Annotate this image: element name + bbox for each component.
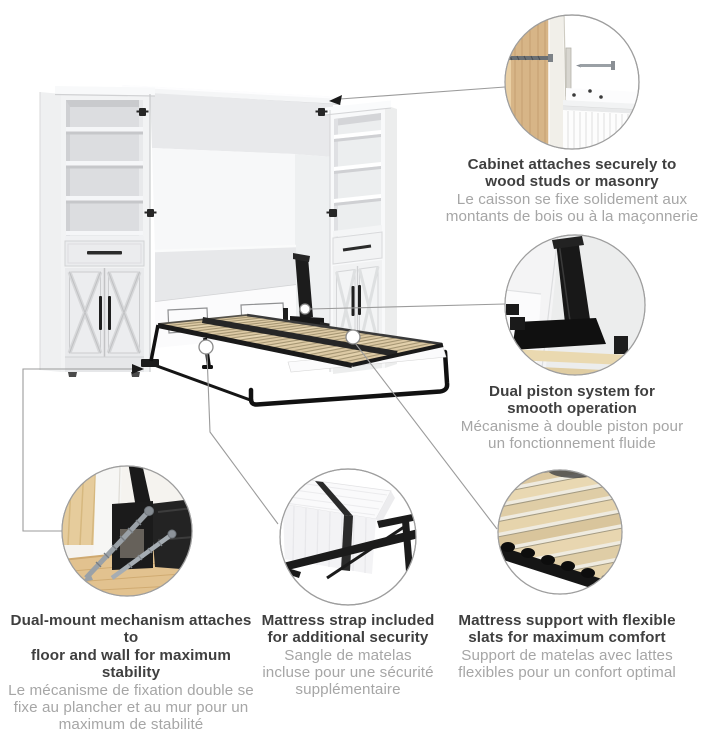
caption-dual-piston xyxy=(432,383,712,452)
callout-circle-mattress-strap xyxy=(280,469,419,605)
callout-circle-cabinet-mount xyxy=(500,14,641,151)
callout-circle-dual-mount xyxy=(62,459,193,597)
leader-strap xyxy=(207,354,278,524)
caption-mattress-strap-en-1: Mattress strap included xyxy=(261,612,435,629)
caption-dual-piston-fr-2: un fonctionnement fluide xyxy=(488,435,656,453)
right-tower-drawer xyxy=(333,232,382,264)
kickstand-bar xyxy=(146,362,253,401)
callout-circle-dual-piston xyxy=(505,235,648,382)
left-tower-doors xyxy=(65,268,144,377)
caption-cabinet-mount-fr-1: Le caisson se fixe solidement aux xyxy=(456,190,688,208)
caption-cabinet-mount-fr-2: montants de bois ou à la maçonnerie xyxy=(445,208,699,226)
leader-cabinet-mount xyxy=(340,87,505,99)
caption-cabinet-mount xyxy=(432,156,712,225)
caption-dual-mount-en-2: floor and wall for maximum stability xyxy=(30,646,232,682)
marker-dot-piston xyxy=(300,304,310,314)
right-tower-shelves xyxy=(333,113,382,237)
caption-dual-piston-en-2: smooth operation xyxy=(507,400,637,418)
caption-cabinet-mount-en-2: wood studs or masonry xyxy=(485,173,659,191)
caption-flexible-slats-fr-1: Support de matelas avec lattes xyxy=(461,646,673,664)
marker-dot-frame xyxy=(199,340,213,354)
caption-mattress-strap-fr-1: Sangle de matelas xyxy=(284,646,412,664)
caption-flexible-slats-fr-2: flexibles pour un confort optimal xyxy=(458,664,676,682)
caption-dual-piston-en-1: Dual piston system for xyxy=(489,383,655,400)
caption-flexible-slats xyxy=(436,612,698,681)
caption-dual-mount-fr-3: maximum de stabilité xyxy=(58,716,204,733)
marker-dot-slats xyxy=(346,330,360,344)
fold-down-bed xyxy=(141,315,447,405)
caption-cabinet-mount-en-1: Cabinet attaches securely to xyxy=(467,156,677,173)
caption-dual-mount xyxy=(6,612,256,733)
left-tower-shelves xyxy=(65,100,144,241)
callout-circle-flexible-slats xyxy=(467,441,657,616)
caption-dual-mount-en-1: Dual-mount mechanism attaches to xyxy=(10,612,252,647)
caption-flexible-slats-en-2: slats for maximum comfort xyxy=(468,629,666,647)
left-storage-tower xyxy=(40,86,155,377)
caption-mattress-strap-en-2: for additional security xyxy=(267,629,429,647)
caption-mattress-strap-fr-3: supplémentaire xyxy=(295,681,401,699)
left-tower-drawer xyxy=(65,241,144,266)
caption-flexible-slats-en-1: Mattress support with flexible xyxy=(458,612,676,629)
caption-dual-mount-fr-2: fixe au plancher et au mur pour un xyxy=(13,698,249,716)
caption-dual-mount-fr-1: Le mécanisme de fixation double se xyxy=(8,681,254,699)
caption-mattress-strap xyxy=(253,612,443,698)
caption-mattress-strap-fr-2: incluse pour une sécurité xyxy=(262,664,434,682)
caption-dual-piston-fr-1: Mécanisme à double piston pour xyxy=(460,417,684,435)
